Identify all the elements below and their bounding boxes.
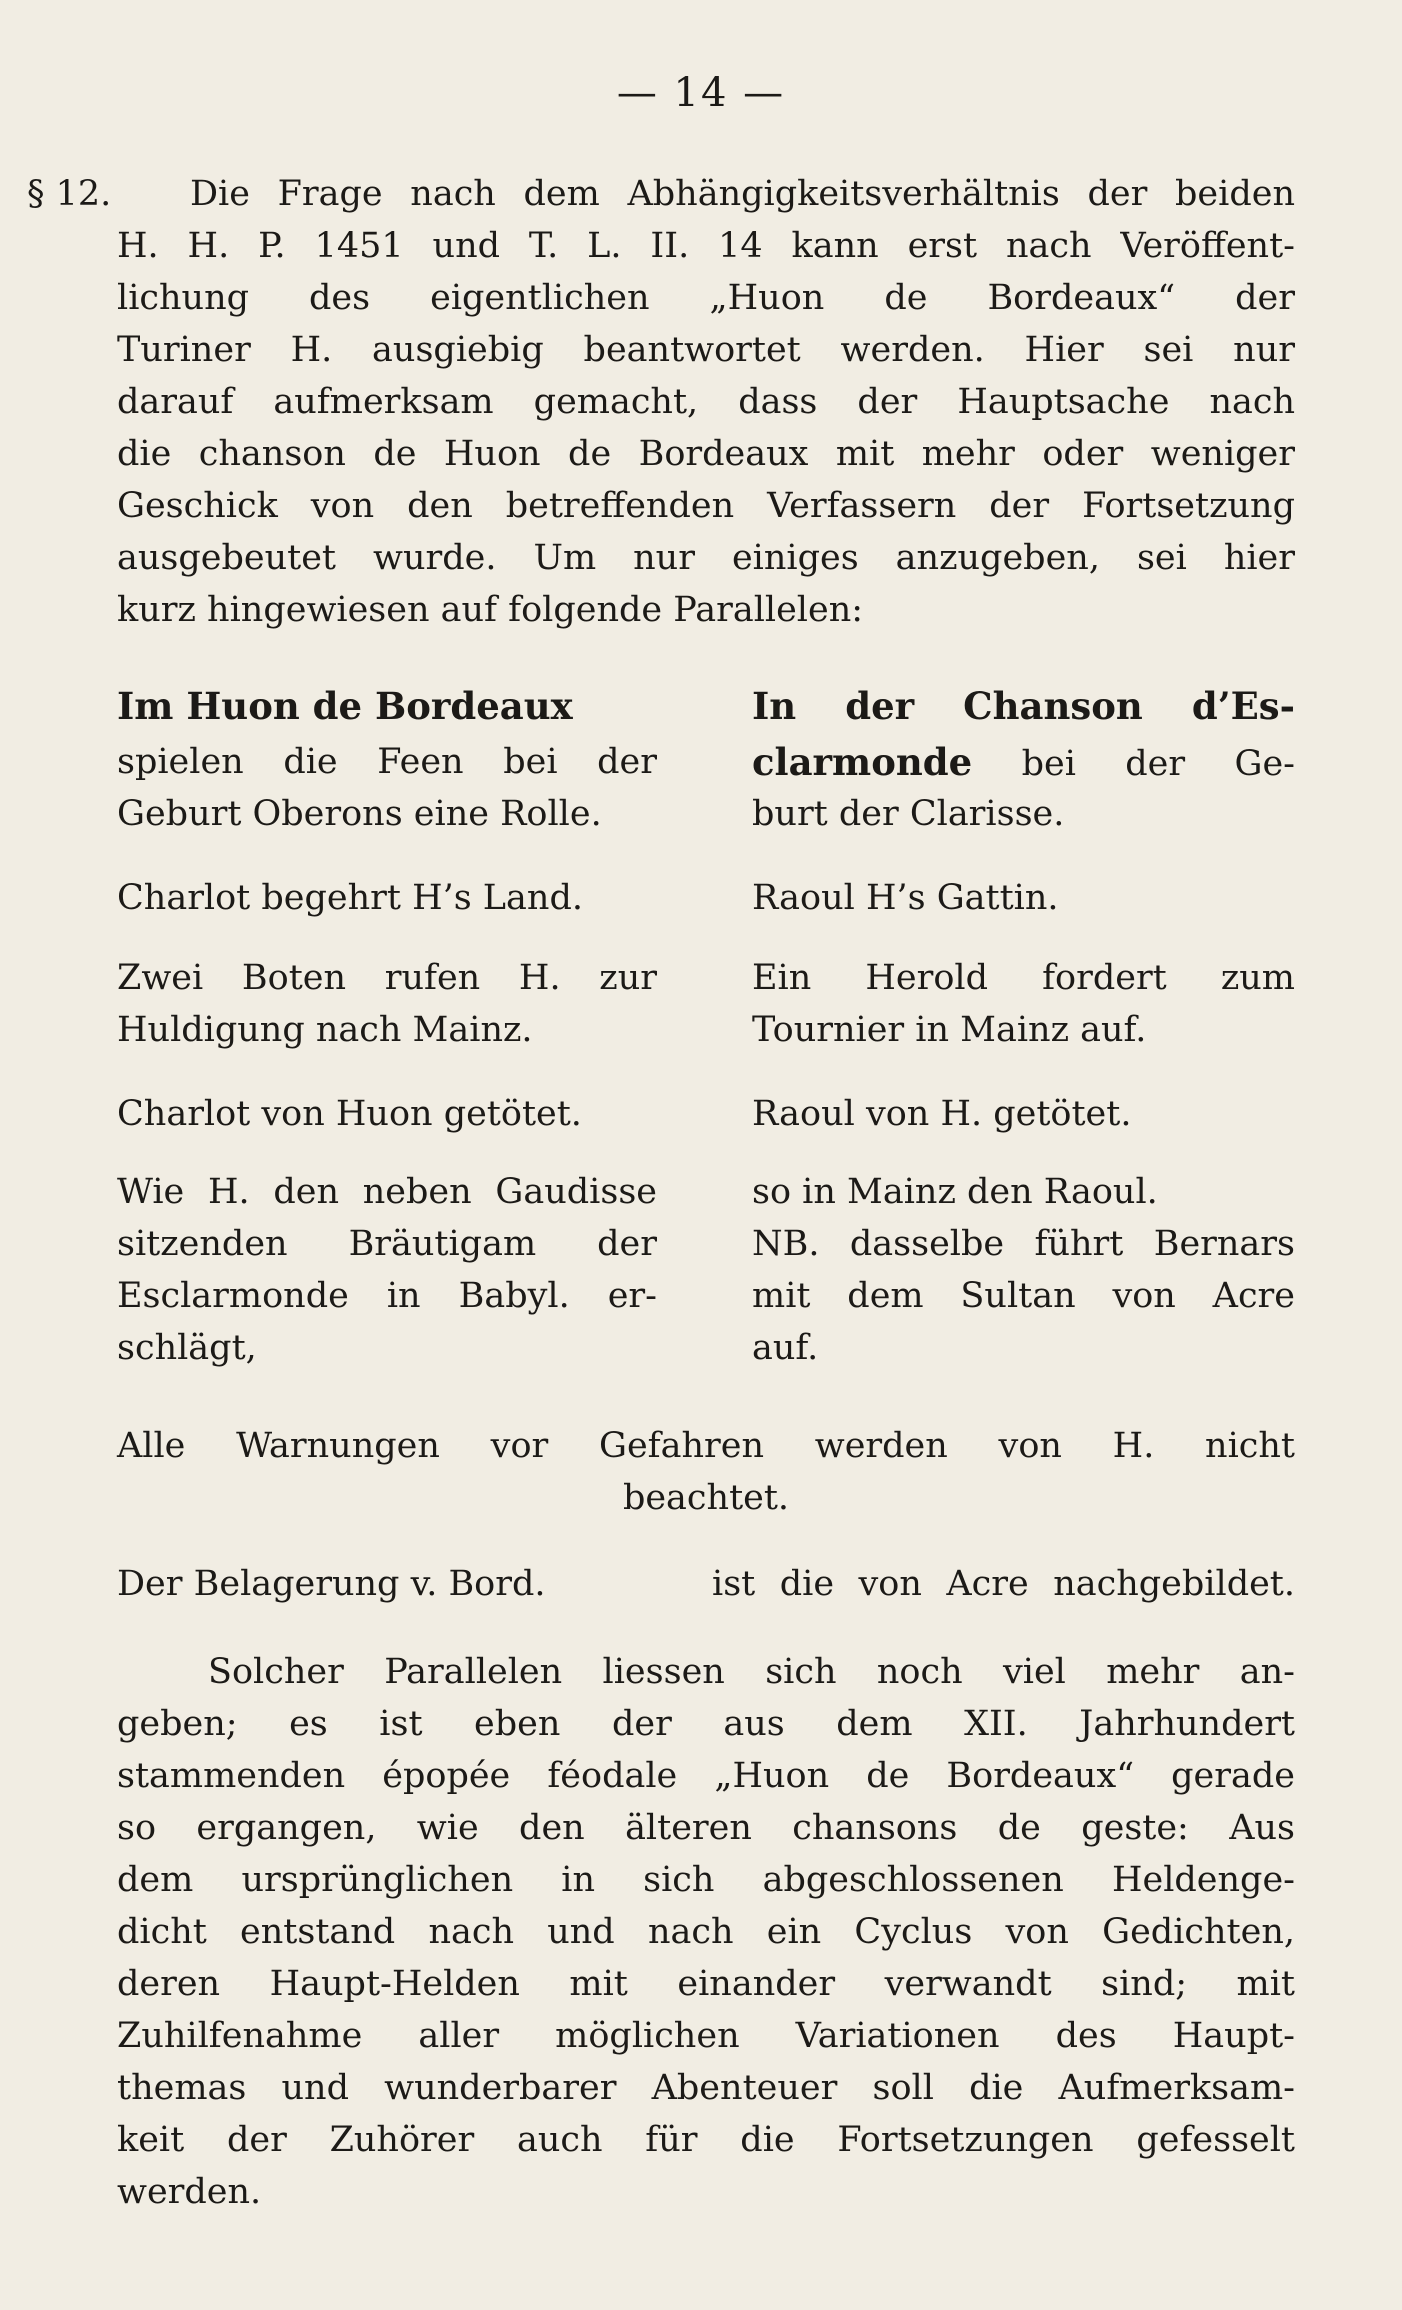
table-cell: Zwei Boten rufen H. zur bbox=[117, 958, 657, 998]
left-column-heading: Im Huon de Bordeaux bbox=[117, 684, 573, 728]
text-line: H. H. P. 1451 und T. L. II. 14 kann erst nach Veröffent- bbox=[117, 226, 1295, 266]
text-line: so ergangen, wie den älteren chansons de geste: Aus bbox=[117, 1808, 1295, 1848]
text-line: ausgebeutet wurde. Um nur einiges anzugeben, sei hier bbox=[117, 538, 1295, 578]
text-line: keit der Zuhörer auch für die Fortsetzungen gefesselt bbox=[117, 2120, 1295, 2160]
text-line: dicht entstand nach und nach ein Cyclus von Gedichten, bbox=[117, 1912, 1295, 1952]
table-cell: sitzenden Bräutigam der bbox=[117, 1224, 657, 1264]
text-line: Geschick von den betreffenden Verfassern der Fortsetzung bbox=[117, 486, 1295, 526]
text-line: darauf aufmerksam gemacht, dass der Hauptsache nach bbox=[117, 382, 1295, 422]
text-line: Die Frage nach dem Abhängigkeitsverhältnis der beiden bbox=[190, 174, 1295, 214]
table-cell: Wie H. den neben Gaudisse bbox=[117, 1172, 657, 1212]
heading-continuation: clarmonde bbox=[752, 740, 973, 784]
text-line: themas und wunderbarer Abenteuer soll die Aufmerksam- bbox=[117, 2068, 1295, 2108]
table-cell: Der Belagerung v. Bord. bbox=[117, 1564, 546, 1604]
page-number: — 14 — bbox=[616, 70, 786, 116]
text-line: stammenden épopée féodale „Huon de Bordeaux“ gerade bbox=[117, 1756, 1295, 1796]
table-cell: Raoul H’s Gattin. bbox=[752, 878, 1059, 918]
table-cell: auf. bbox=[752, 1328, 819, 1368]
table-cell: ist die von Acre nachgebildet. bbox=[712, 1564, 1295, 1604]
table-cell: Geburt Oberons eine Rolle. bbox=[117, 794, 602, 834]
text-line: lichung des eigentlichen „Huon de Bordeaux“ der bbox=[117, 278, 1295, 318]
text-line: beachtet. bbox=[622, 1478, 790, 1518]
table-cell: Tournier in Mainz auf. bbox=[752, 1010, 1147, 1050]
table-cell: Raoul von H. getötet. bbox=[752, 1094, 1132, 1134]
right-column-heading: In der Chanson d’Es- bbox=[752, 684, 1295, 728]
text-line: werden. bbox=[117, 2172, 262, 2212]
text-line: Turiner H. ausgiebig beantwortet werden. Hier sei nur bbox=[117, 330, 1295, 370]
table-cell: burt der Clarisse. bbox=[752, 794, 1065, 834]
text-line: dem ursprünglichen in sich abgeschlossenen Heldenge- bbox=[117, 1860, 1295, 1900]
text-line: kurz hingewiesen auf folgende Parallelen: bbox=[117, 590, 864, 630]
text-line: geben; es ist eben der aus dem XII. Jahrhundert bbox=[117, 1704, 1295, 1744]
text-line: Solcher Parallelen liessen sich noch viel mehr an- bbox=[208, 1652, 1295, 1692]
table-cell bbox=[752, 736, 1295, 790]
table-cell: Ein Herold fordert zum bbox=[752, 958, 1295, 998]
text-line: Zuhilfenahme aller möglichen Variationen des Haupt- bbox=[117, 2016, 1295, 2056]
table-cell: spielen die Feen bei der bbox=[117, 742, 657, 782]
table-cell: Charlot von Huon getötet. bbox=[117, 1094, 582, 1134]
table-cell: so in Mainz den Raoul. bbox=[752, 1172, 1158, 1212]
text-line: die chanson de Huon de Bordeaux mit mehr oder weniger bbox=[117, 434, 1295, 474]
heading-continuation-rest: bei der Ge- bbox=[1021, 744, 1295, 784]
text-line: deren Haupt-Helden mit einander verwandt sind; mit bbox=[117, 1964, 1295, 2004]
table-cell: schlägt, bbox=[117, 1328, 257, 1368]
table-cell: mit dem Sultan von Acre bbox=[752, 1276, 1295, 1316]
table-cell: Charlot begehrt H’s Land. bbox=[117, 878, 583, 918]
table-cell: Esclarmonde in Babyl. er- bbox=[117, 1276, 657, 1316]
section-number: § 12. bbox=[27, 174, 112, 214]
table-cell: NB. dasselbe führt Bernars bbox=[752, 1224, 1295, 1264]
text-line: Alle Warnungen vor Gefahren werden von H. nicht bbox=[117, 1426, 1295, 1466]
table-cell: Huldigung nach Mainz. bbox=[117, 1010, 533, 1050]
